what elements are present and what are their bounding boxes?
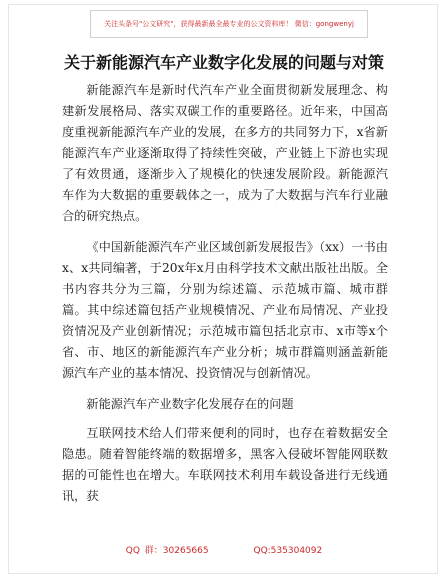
header-banner <box>90 10 368 38</box>
footer-qq-group: QQ 群：30265665 <box>125 546 209 556</box>
footer <box>0 543 448 556</box>
header-banner-text: 关注头条号"公文研究"，获得最新最全最专业的公文资料库！ 微信：gongwenyj <box>104 19 354 28</box>
section-heading: 新能源汽车产业数字化发展存在的问题 <box>86 397 294 411</box>
footer-qq: QQ:535304092 <box>253 546 323 556</box>
body-paragraph: 《中国新能源汽车产业区域创新发展报告》（xx）一书由x、x共同编著，于20x年x月由科学技术文献出版社出版。全书内容共分为三篇，分别为综述篇、示范城市篇、城市群篇。其中综述篇包括产业规模情况、产业布局情况、产业投资情况及产业创新情况；示范城市篇包括北京市、x市等x个省、市、地区的新能源汽车产业分析；城市群篇则涵盖新能源汽车产业的基本情况、投资情况与创新情况。 <box>62 240 388 380</box>
document-title: 关于新能源汽车产业数字化发展的问题与对策 <box>63 53 384 72</box>
body-paragraph: 新能源汽车是新时代汽车产业全面贯彻新发展理念、构建新发展格局、落实双碳工作的重要路径。近年来，中国高度重视新能源汽车产业的发展，在多方的共同努力下，x省新能源汽车产业逐渐取得了持续性突破，产业链上下游也实现了有效贯通，逐渐步入了规模化的快速发展阶段。新能源汽车作为大数据的重要载体之一，成为了大数据与汽车行业融合的研究热点。 <box>62 83 388 223</box>
body-paragraph: 互联网技术给人们带来便利的同时，也存在着数据安全隐患。随着智能终端的数据增多，黑客入侵破坏智能网联数据的可能性也在增大。车联网技术利用车载设备进行无线通讯，获 <box>62 426 388 503</box>
document-body <box>62 80 388 517</box>
